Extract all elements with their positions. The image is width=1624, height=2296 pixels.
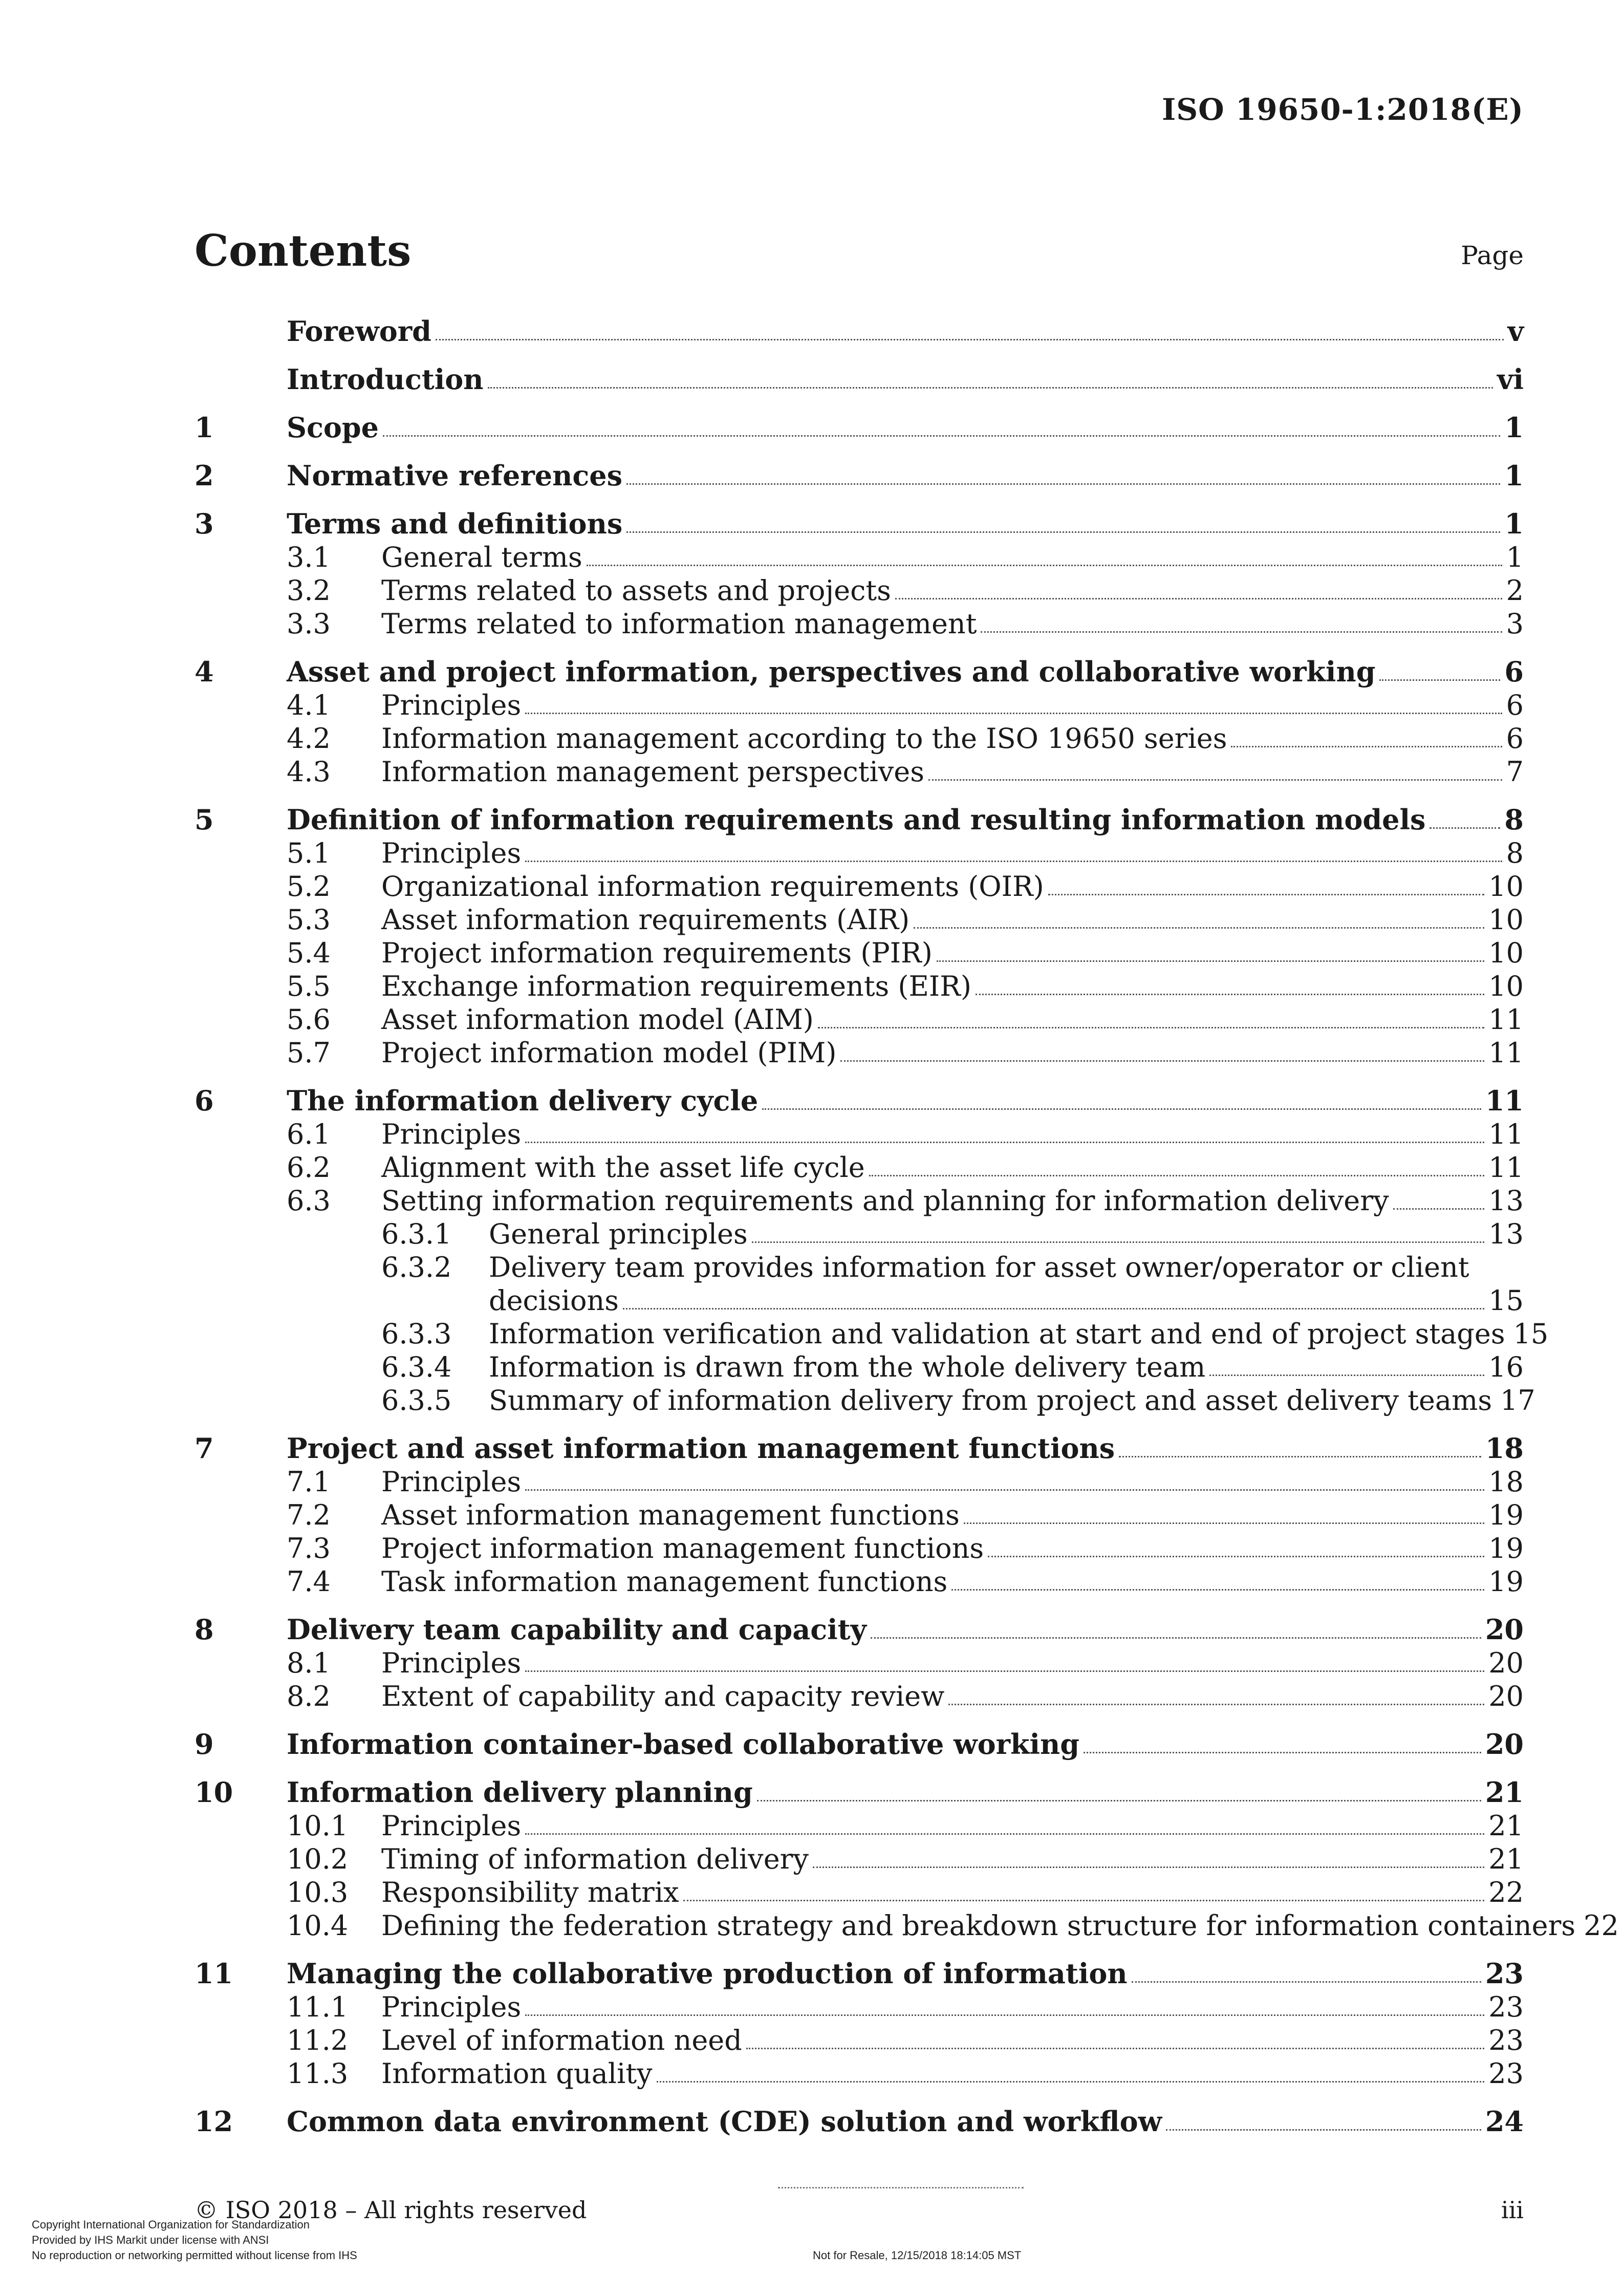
toc-entry-title: General terms	[381, 541, 582, 573]
toc-entry-number: 5	[194, 803, 214, 836]
toc-entry-title: Foreword	[287, 315, 431, 348]
toc-entry-page: 17	[1500, 1384, 1535, 1417]
toc-entry[interactable]	[194, 1680, 1524, 1713]
dot-leader	[757, 1800, 1481, 1801]
toc-entry[interactable]	[194, 655, 1524, 689]
toc-entry[interactable]	[194, 722, 1524, 755]
toc-entry-number: 6.3	[287, 1185, 331, 1217]
toc-entry-number: 6.2	[287, 1151, 331, 1184]
dot-leader	[525, 713, 1502, 714]
toc-entry-title: Asset information requirements (AIR)	[381, 904, 910, 936]
dot-leader	[626, 531, 1500, 533]
toc-entry[interactable]	[194, 1317, 1549, 1350]
toc-entry-page: 20	[1485, 1728, 1524, 1761]
toc-entry[interactable]	[194, 541, 1524, 574]
toc-entry[interactable]	[194, 1498, 1524, 1532]
dot-leader	[1084, 1752, 1481, 1753]
toc-entry-number: 5.2	[287, 870, 331, 903]
toc-entry-number: 5.6	[287, 1003, 331, 1036]
toc-entry-title: Principles	[381, 1991, 522, 2023]
dot-leader	[746, 2048, 1484, 2049]
toc-entry-number: 6.3.1	[381, 1218, 452, 1250]
table-of-contents	[194, 315, 1619, 2138]
toc-entry-number: 4.2	[287, 722, 331, 755]
toc-entry-number: 10.1	[287, 1810, 349, 1842]
toc-entry-page: 22	[1488, 1876, 1524, 1908]
toc-entry[interactable]	[194, 1465, 1524, 1498]
dot-leader	[587, 565, 1502, 566]
toc-entry-page: 10	[1488, 970, 1524, 1002]
toc-entry-page: 6	[1506, 689, 1524, 721]
toc-entry-number: 7.1	[287, 1466, 331, 1498]
dot-leader	[869, 1175, 1485, 1176]
toc-entry[interactable]	[194, 507, 1524, 541]
dot-leader	[895, 598, 1502, 599]
toc-entry-page: 10	[1488, 870, 1524, 903]
toc-entry-page: 13	[1488, 1218, 1524, 1250]
toc-entry-title: Principles	[381, 689, 522, 721]
toc-entry[interactable]	[194, 1217, 1524, 1251]
dot-leader	[762, 1108, 1481, 1110]
toc-entry-page: vi	[1497, 363, 1524, 396]
toc-entry-page: 22	[1584, 1909, 1619, 1942]
toc-entry[interactable]	[194, 1036, 1524, 1069]
toc-entry-title: Asset information management functions	[381, 1499, 960, 1531]
toc-entry[interactable]	[194, 2057, 1524, 2090]
toc-entry[interactable]	[194, 1284, 1524, 1317]
toc-entry[interactable]	[194, 903, 1524, 936]
toc-entry-title: The information delivery cycle	[287, 1084, 759, 1117]
toc-entry-page: 19	[1488, 1532, 1524, 1564]
toc-entry-number: 12	[194, 2105, 233, 2138]
toc-entry-page: 18	[1485, 1432, 1524, 1465]
toc-entry[interactable]	[194, 1384, 1535, 1417]
page-number: iii	[1501, 2196, 1524, 2224]
toc-entry-title: Managing the collaborative production of information	[287, 1957, 1128, 1990]
dot-leader	[1166, 2129, 1481, 2131]
dot-leader	[818, 1027, 1484, 1028]
toc-entry-title: Principles	[381, 1647, 522, 1679]
toc-entry-title: Delivery team provides information for asset owner/operator or client	[489, 1251, 1469, 1283]
toc-entry-title: Principles	[381, 1118, 522, 1150]
dot-leader	[525, 1142, 1484, 1143]
toc-entry-number: 10.2	[287, 1843, 349, 1875]
toc-entry-title: Level of information need	[381, 2024, 742, 2056]
toc-entry[interactable]	[194, 970, 1524, 1003]
toc-entry-page: 10	[1488, 937, 1524, 969]
toc-entry[interactable]	[194, 1776, 1524, 1809]
dot-leader	[937, 960, 1484, 962]
toc-entry-page: 15	[1513, 1318, 1549, 1350]
toc-entry[interactable]	[194, 2105, 1524, 2138]
dot-leader	[914, 927, 1484, 929]
toc-entry-page: 7	[1506, 756, 1524, 788]
toc-entry-title: Summary of information delivery from project and asset delivery teams	[489, 1384, 1492, 1417]
toc-entry-title: Scope	[287, 411, 379, 444]
dot-leader	[928, 779, 1502, 781]
toc-entry-page: 3	[1506, 608, 1524, 640]
toc-entry-title: Setting information requirements and planning for information delivery	[381, 1185, 1389, 1217]
toc-entry-page: 20	[1485, 1613, 1524, 1646]
toc-entry-title: Principles	[381, 1810, 522, 1842]
toc-entry[interactable]	[194, 803, 1524, 836]
toc-entry[interactable]	[194, 1184, 1524, 1217]
toc-entry-title: Terms and definitions	[287, 507, 623, 540]
ihs-notice-line: Provided by IHS Markit under license with ANSI	[32, 2234, 269, 2246]
toc-entry-number: 6.3.4	[381, 1351, 452, 1383]
toc-entry[interactable]	[194, 459, 1524, 492]
toc-entry[interactable]	[194, 363, 1524, 396]
toc-entry-page: v	[1507, 315, 1524, 348]
resale-notice: Not for Resale, 12/15/2018 18:14:05 MST	[813, 2249, 1022, 2262]
toc-entry-page: 11	[1485, 1084, 1524, 1117]
toc-entry-title: Alignment with the asset life cycle	[381, 1151, 865, 1184]
toc-entry[interactable]	[194, 1842, 1524, 1876]
toc-entry-page: 11	[1488, 1037, 1524, 1069]
dot-leader	[1119, 1456, 1481, 1457]
toc-entry-number: 3.2	[287, 574, 331, 607]
toc-entry-page: 11	[1488, 1003, 1524, 1036]
toc-entry[interactable]	[194, 1003, 1524, 1036]
dot-leader	[488, 387, 1493, 389]
toc-entry-number: 6.1	[287, 1118, 331, 1150]
toc-entry-page: 21	[1488, 1810, 1524, 1842]
toc-entry-title: Timing of information delivery	[381, 1843, 809, 1875]
toc-entry-page: 16	[1488, 1351, 1524, 1383]
toc-entry[interactable]	[194, 1909, 1619, 1942]
dot-leader	[988, 1556, 1484, 1557]
toc-entry-number: 11	[194, 1957, 233, 1990]
toc-entry-title: Project and asset information management functions	[287, 1432, 1115, 1465]
dot-leader	[525, 2014, 1484, 2016]
dot-leader	[383, 435, 1500, 437]
toc-entry[interactable]	[194, 315, 1524, 348]
toc-entry-number: 6.3.5	[381, 1384, 452, 1417]
toc-entry[interactable]	[194, 1809, 1524, 1842]
dot-leader	[964, 1522, 1484, 1524]
toc-entry-page: 2	[1506, 574, 1524, 607]
ihs-notice-line: No reproduction or networking permitted without license from IHS	[32, 2249, 357, 2262]
toc-entry-title: Asset and project information, perspectives and collaborative working	[287, 655, 1376, 688]
toc-entry[interactable]	[194, 411, 1524, 444]
toc-entry[interactable]	[194, 1565, 1524, 1598]
ihs-notice-line: Copyright International Organization for Standardization	[32, 2218, 310, 2231]
toc-entry-page: 23	[1488, 2024, 1524, 2056]
toc-entry[interactable]	[194, 607, 1524, 640]
dot-leader	[948, 1704, 1484, 1705]
dot-leader	[626, 483, 1500, 485]
toc-entry[interactable]	[194, 1118, 1524, 1151]
toc-entry-number: 8	[194, 1613, 214, 1646]
toc-entry[interactable]	[194, 2024, 1524, 2057]
toc-entry[interactable]	[194, 1251, 1524, 1284]
toc-entry-number: 4	[194, 655, 214, 688]
toc-entry[interactable]	[194, 755, 1524, 788]
toc-entry-title: Information delivery planning	[287, 1776, 753, 1809]
toc-entry-page: 20	[1488, 1680, 1524, 1712]
toc-entry-page: 6	[1504, 655, 1524, 688]
toc-entry-page: 13	[1488, 1185, 1524, 1217]
toc-entry-page: 15	[1488, 1284, 1524, 1317]
toc-entry-page: 1	[1504, 411, 1524, 444]
toc-entry-title: Project information model (PIM)	[381, 1037, 837, 1069]
toc-entry-number: 4.3	[287, 756, 331, 788]
dot-leader	[657, 2081, 1485, 2083]
toc-entry-title: Terms related to information management	[381, 608, 977, 640]
toc-entry-title: Definition of information requirements and resulting information models	[287, 803, 1426, 836]
toc-entry-title: Project information requirements (PIR)	[381, 937, 933, 969]
dot-leader	[1132, 1981, 1481, 1983]
toc-entry-number: 1	[194, 411, 214, 444]
toc-entry-number: 2	[194, 459, 214, 492]
dot-leader	[1379, 679, 1500, 681]
toc-entry-number: 7	[194, 1432, 214, 1465]
toc-entry-number: 7.2	[287, 1499, 331, 1531]
toc-entry-page: 1	[1504, 507, 1524, 540]
toc-entry-page: 21	[1488, 1843, 1524, 1875]
toc-entry-number: 7.3	[287, 1532, 331, 1564]
dot-leader	[623, 1308, 1484, 1310]
dot-leader	[1393, 1208, 1485, 1210]
toc-entry-number: 10.4	[287, 1909, 349, 1942]
toc-entry-number: 5.1	[287, 837, 331, 869]
dot-leader	[981, 631, 1502, 633]
dot-leader	[840, 1060, 1484, 1062]
toc-entry-number: 5.7	[287, 1037, 331, 1069]
toc-entry-number: 8.2	[287, 1680, 331, 1712]
dot-leader	[525, 1489, 1484, 1491]
toc-entry-page: 6	[1506, 722, 1524, 755]
toc-entry[interactable]	[194, 1350, 1524, 1384]
toc-entry-title: Defining the federation strategy and breakdown structure for information containers	[381, 1909, 1576, 1942]
toc-entry-number: 7.4	[287, 1565, 331, 1598]
toc-entry-number: 11.3	[287, 2057, 349, 2090]
dot-leader	[976, 994, 1484, 995]
toc-entry-number: 5.5	[287, 970, 331, 1002]
toc-entry-number: 6	[194, 1084, 214, 1117]
toc-entry-number: 10	[194, 1776, 233, 1809]
toc-entry-title: Common data environment (CDE) solution and workflow	[287, 2105, 1162, 2138]
toc-entry-title: Principles	[381, 837, 522, 869]
dot-leader	[752, 1241, 1485, 1243]
toc-entry-number: 10.3	[287, 1876, 349, 1908]
toc-entry-title: Responsibility matrix	[381, 1876, 679, 1908]
document-id: ISO 19650-1:2018(E)	[1162, 92, 1524, 127]
toc-entry-number: 5.3	[287, 904, 331, 936]
toc-entry[interactable]	[194, 1990, 1524, 2024]
toc-entry-page: 8	[1504, 803, 1524, 836]
toc-entry[interactable]	[194, 1532, 1524, 1565]
toc-entry-page: 8	[1506, 837, 1524, 869]
scan-artifact	[778, 2187, 1024, 2188]
toc-entry-number: 11.2	[287, 2024, 349, 2056]
toc-entry-title: Information container-based collaborative working	[287, 1728, 1080, 1761]
toc-entry[interactable]	[194, 689, 1524, 722]
contents-heading: Contents	[194, 225, 412, 276]
toc-entry-page: 19	[1488, 1499, 1524, 1531]
toc-entry-number: 6.3.3	[381, 1318, 452, 1350]
toc-entry-number: 3	[194, 507, 214, 540]
toc-entry[interactable]	[194, 1613, 1524, 1646]
toc-entry-title: Organizational information requirements (OIR)	[381, 870, 1044, 903]
toc-entry-title: Delivery team capability and capacity	[287, 1613, 867, 1646]
toc-entry[interactable]	[194, 936, 1524, 970]
toc-entry-number: 8.1	[287, 1647, 331, 1679]
toc-entry-page: 11	[1488, 1118, 1524, 1150]
toc-entry-title: Principles	[381, 1466, 522, 1498]
toc-entry-title: decisions	[489, 1284, 619, 1317]
toc-entry[interactable]	[194, 574, 1524, 607]
toc-entry-page: 19	[1488, 1565, 1524, 1598]
dot-leader	[813, 1866, 1484, 1868]
dot-leader	[951, 1589, 1484, 1591]
dot-leader	[1430, 827, 1500, 829]
toc-entry-title: Terms related to assets and projects	[381, 574, 891, 607]
toc-entry-title: Exchange information requirements (EIR)	[381, 970, 971, 1002]
toc-entry-title: Information quality	[381, 2057, 653, 2090]
page-column-label: Page	[1461, 241, 1524, 270]
dot-leader	[1209, 1375, 1484, 1376]
toc-entry-page: 23	[1488, 2057, 1524, 2090]
dot-leader	[525, 861, 1502, 862]
toc-entry[interactable]	[194, 1876, 1524, 1909]
toc-entry-page: 23	[1488, 1991, 1524, 2023]
toc-entry-number: 6.3.2	[381, 1251, 452, 1283]
toc-entry-number: 3.1	[287, 541, 331, 573]
toc-entry-number: 11.1	[287, 1991, 349, 2023]
toc-entry-title: Information is drawn from the whole delivery team	[489, 1351, 1206, 1383]
dot-leader	[1048, 894, 1485, 895]
dot-leader	[525, 1670, 1484, 1672]
dot-leader	[683, 1900, 1485, 1901]
toc-entry-number: 9	[194, 1728, 214, 1761]
toc-entry[interactable]	[194, 870, 1524, 903]
dot-leader	[1231, 746, 1502, 747]
toc-entry-title: Asset information model (AIM)	[381, 1003, 814, 1036]
toc-entry-page: 23	[1485, 1957, 1524, 1990]
toc-entry[interactable]	[194, 1432, 1524, 1465]
toc-entry-title: Project information management functions	[381, 1532, 984, 1564]
toc-entry-title: Task information management functions	[381, 1565, 948, 1598]
toc-entry-page: 11	[1488, 1151, 1524, 1184]
toc-entry-number: 5.4	[287, 937, 331, 969]
toc-entry[interactable]	[194, 1646, 1524, 1680]
toc-entry-title: Normative references	[287, 459, 623, 492]
toc-entry-title: Information management according to the ISO 19650 series	[381, 722, 1227, 755]
toc-entry-title: Information verification and validation at start and end of project stages	[489, 1318, 1505, 1350]
toc-entry-page: 21	[1485, 1776, 1524, 1809]
toc-entry[interactable]	[194, 1084, 1524, 1118]
toc-entry-page: 24	[1485, 2105, 1524, 2138]
toc-entry-title: Information management perspectives	[381, 756, 924, 788]
toc-entry-page: 1	[1504, 459, 1524, 492]
dot-leader	[436, 339, 1504, 340]
toc-entry-number: 4.1	[287, 689, 331, 721]
toc-entry[interactable]	[194, 1151, 1524, 1184]
toc-entry-page: 1	[1506, 541, 1524, 573]
toc-entry-page: 18	[1488, 1466, 1524, 1498]
toc-entry[interactable]	[194, 1957, 1524, 1990]
toc-entry-page: 20	[1488, 1647, 1524, 1679]
toc-entry-title: General principles	[489, 1218, 748, 1250]
toc-entry-number: 3.3	[287, 608, 331, 640]
dot-leader	[871, 1637, 1481, 1639]
toc-entry-page: 10	[1488, 904, 1524, 936]
dot-leader	[525, 1833, 1484, 1835]
toc-entry[interactable]	[194, 1728, 1524, 1761]
toc-entry-title: Introduction	[287, 363, 484, 396]
toc-entry-title: Extent of capability and capacity review	[381, 1680, 945, 1712]
copyright-notice: © ISO 2018 – All rights reserved	[194, 2196, 587, 2224]
toc-entry[interactable]	[194, 836, 1524, 870]
